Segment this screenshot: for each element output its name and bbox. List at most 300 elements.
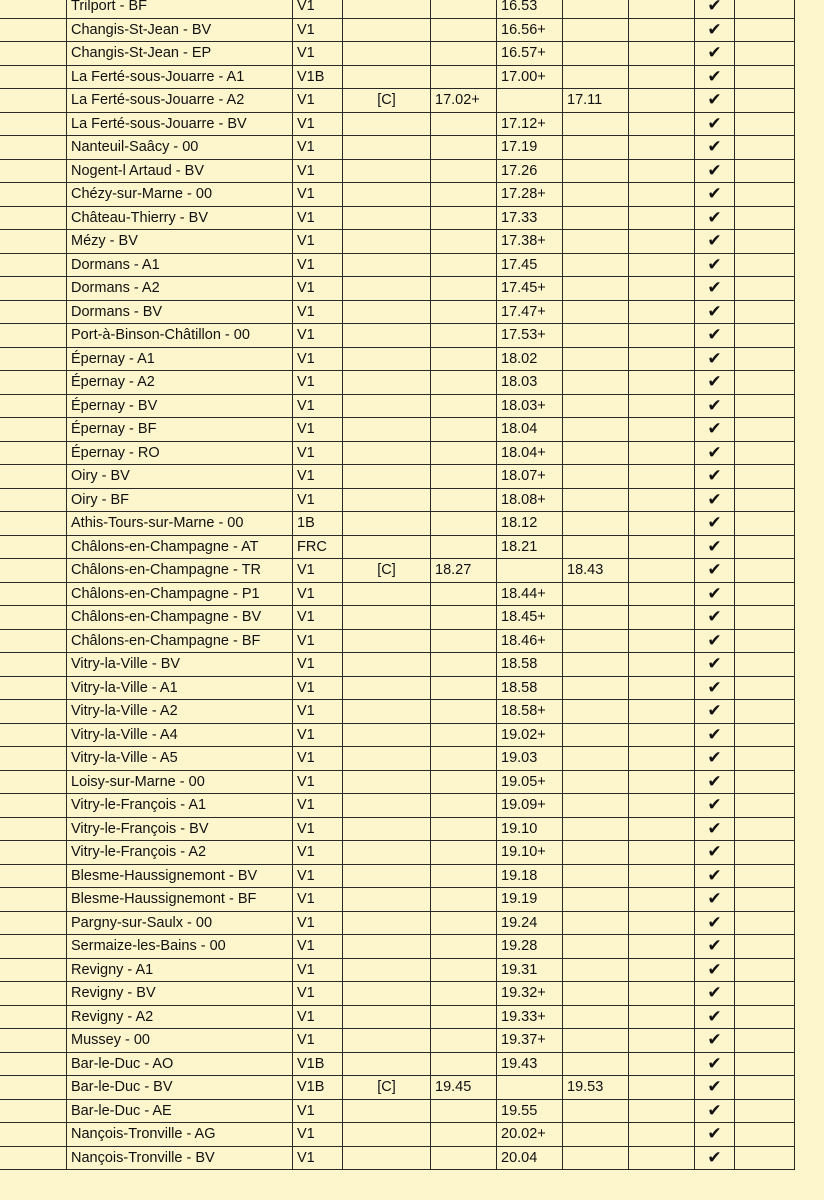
row-margin-cell xyxy=(0,441,67,465)
departure-cell: 18.12 xyxy=(497,512,563,536)
arrival-cell xyxy=(431,1123,497,1147)
checkmark-cell: ✔ xyxy=(695,324,735,348)
leave-cell xyxy=(563,512,629,536)
departure-cell: 16.57+ xyxy=(497,42,563,66)
note-cell xyxy=(343,1052,431,1076)
departure-cell: 19.28 xyxy=(497,935,563,959)
arrival-cell xyxy=(431,676,497,700)
checkmark-cell: ✔ xyxy=(695,418,735,442)
note-cell xyxy=(343,394,431,418)
code-cell: V1 xyxy=(293,935,343,959)
station-cell: Châlons-en-Champagne - P1 xyxy=(67,582,293,606)
station-cell: Châlons-en-Champagne - AT xyxy=(67,535,293,559)
station-cell: Revigny - A1 xyxy=(67,958,293,982)
station-cell: Dormans - BV xyxy=(67,300,293,324)
empty-cell xyxy=(629,488,695,512)
row-margin-cell xyxy=(0,559,67,583)
code-cell: V1 xyxy=(293,817,343,841)
leave-cell xyxy=(563,230,629,254)
checkmark-cell: ✔ xyxy=(695,89,735,113)
note-cell xyxy=(343,512,431,536)
departure-cell: 20.04 xyxy=(497,1146,563,1170)
table-row xyxy=(0,488,795,512)
checkmark-cell: ✔ xyxy=(695,888,735,912)
trailing-cell xyxy=(735,1052,795,1076)
departure-cell: 19.18 xyxy=(497,864,563,888)
checkmark-cell: ✔ xyxy=(695,747,735,771)
checkmark-cell: ✔ xyxy=(695,864,735,888)
row-margin-cell xyxy=(0,300,67,324)
code-cell: V1 xyxy=(293,324,343,348)
empty-cell xyxy=(629,441,695,465)
code-cell: V1 xyxy=(293,112,343,136)
row-margin-cell xyxy=(0,1146,67,1170)
empty-cell xyxy=(629,159,695,183)
code-cell: V1 xyxy=(293,1029,343,1053)
row-margin-cell xyxy=(0,488,67,512)
leave-cell xyxy=(563,982,629,1006)
leave-cell xyxy=(563,277,629,301)
leave-cell xyxy=(563,465,629,489)
departure-cell: 17.53+ xyxy=(497,324,563,348)
station-cell: Vitry-la-Ville - A2 xyxy=(67,700,293,724)
note-cell: [C] xyxy=(343,559,431,583)
table-row xyxy=(0,676,795,700)
table-row xyxy=(0,512,795,536)
leave-cell xyxy=(563,770,629,794)
checkmark-cell: ✔ xyxy=(695,935,735,959)
checkmark-cell: ✔ xyxy=(695,982,735,1006)
empty-cell xyxy=(629,982,695,1006)
note-cell xyxy=(343,582,431,606)
station-cell: Épernay - A2 xyxy=(67,371,293,395)
row-margin-cell xyxy=(0,1005,67,1029)
table-row xyxy=(0,982,795,1006)
note-cell xyxy=(343,676,431,700)
departure-cell: 16.53 xyxy=(497,0,563,18)
note-cell xyxy=(343,864,431,888)
checkmark-cell: ✔ xyxy=(695,723,735,747)
note-cell xyxy=(343,441,431,465)
trailing-cell xyxy=(735,958,795,982)
leave-cell xyxy=(563,65,629,89)
station-cell: Épernay - BF xyxy=(67,418,293,442)
trailing-cell xyxy=(735,817,795,841)
table-row xyxy=(0,465,795,489)
trailing-cell xyxy=(735,653,795,677)
trailing-cell xyxy=(735,911,795,935)
row-margin-cell xyxy=(0,394,67,418)
code-cell: V1 xyxy=(293,982,343,1006)
trailing-cell xyxy=(735,159,795,183)
table-row xyxy=(0,230,795,254)
departure-cell: 18.58 xyxy=(497,653,563,677)
arrival-cell xyxy=(431,582,497,606)
departure-cell: 17.28+ xyxy=(497,183,563,207)
code-cell: V1 xyxy=(293,747,343,771)
checkmark-cell: ✔ xyxy=(695,606,735,630)
trailing-cell xyxy=(735,324,795,348)
leave-cell xyxy=(563,347,629,371)
note-cell xyxy=(343,770,431,794)
leave-cell xyxy=(563,1146,629,1170)
departure-cell: 19.10 xyxy=(497,817,563,841)
table-row xyxy=(0,18,795,42)
arrival-cell xyxy=(431,911,497,935)
code-cell: V1 xyxy=(293,864,343,888)
departure-cell: 19.55 xyxy=(497,1099,563,1123)
station-cell: Châlons-en-Champagne - BV xyxy=(67,606,293,630)
row-margin-cell xyxy=(0,159,67,183)
station-cell: Dormans - A1 xyxy=(67,253,293,277)
arrival-cell xyxy=(431,159,497,183)
code-cell: V1 xyxy=(293,1146,343,1170)
note-cell xyxy=(343,136,431,160)
table-row xyxy=(0,606,795,630)
empty-cell xyxy=(629,888,695,912)
leave-cell xyxy=(563,206,629,230)
arrival-cell xyxy=(431,300,497,324)
note-cell xyxy=(343,206,431,230)
leave-cell xyxy=(563,723,629,747)
note-cell xyxy=(343,1146,431,1170)
code-cell: V1 xyxy=(293,794,343,818)
note-cell xyxy=(343,841,431,865)
trailing-cell xyxy=(735,1099,795,1123)
code-cell: V1 xyxy=(293,277,343,301)
leave-cell xyxy=(563,606,629,630)
departure-cell: 19.24 xyxy=(497,911,563,935)
departure-cell xyxy=(497,559,563,583)
code-cell: V1 xyxy=(293,911,343,935)
arrival-cell xyxy=(431,770,497,794)
trailing-cell xyxy=(735,888,795,912)
arrival-cell xyxy=(431,183,497,207)
code-cell: V1 xyxy=(293,841,343,865)
leave-cell: 19.53 xyxy=(563,1076,629,1100)
code-cell: V1B xyxy=(293,65,343,89)
row-margin-cell xyxy=(0,911,67,935)
code-cell: V1 xyxy=(293,1123,343,1147)
checkmark-cell: ✔ xyxy=(695,582,735,606)
row-margin-cell xyxy=(0,418,67,442)
row-margin-cell xyxy=(0,700,67,724)
arrival-cell xyxy=(431,1099,497,1123)
checkmark-cell: ✔ xyxy=(695,770,735,794)
note-cell: [C] xyxy=(343,89,431,113)
note-cell xyxy=(343,112,431,136)
empty-cell xyxy=(629,935,695,959)
station-cell: Vitry-le-François - A2 xyxy=(67,841,293,865)
departure-cell: 18.07+ xyxy=(497,465,563,489)
leave-cell: 17.11 xyxy=(563,89,629,113)
leave-cell xyxy=(563,112,629,136)
empty-cell xyxy=(629,911,695,935)
table-row xyxy=(0,817,795,841)
table-row xyxy=(0,42,795,66)
leave-cell xyxy=(563,888,629,912)
arrival-cell xyxy=(431,841,497,865)
code-cell: V1B xyxy=(293,1052,343,1076)
table-row xyxy=(0,441,795,465)
note-cell xyxy=(343,535,431,559)
station-cell: Revigny - A2 xyxy=(67,1005,293,1029)
table-row xyxy=(0,89,795,113)
table-row xyxy=(0,911,795,935)
row-margin-cell xyxy=(0,864,67,888)
departure-cell: 18.58+ xyxy=(497,700,563,724)
row-margin-cell xyxy=(0,935,67,959)
table-row xyxy=(0,324,795,348)
row-margin-cell xyxy=(0,676,67,700)
station-cell: Oiry - BV xyxy=(67,465,293,489)
leave-cell xyxy=(563,794,629,818)
row-margin-cell xyxy=(0,136,67,160)
departure-cell: 19.10+ xyxy=(497,841,563,865)
checkmark-cell: ✔ xyxy=(695,488,735,512)
station-cell: Bar-le-Duc - AE xyxy=(67,1099,293,1123)
note-cell xyxy=(343,700,431,724)
station-cell: Nanteuil-Saâcy - 00 xyxy=(67,136,293,160)
checkmark-cell: ✔ xyxy=(695,1029,735,1053)
empty-cell xyxy=(629,700,695,724)
row-margin-cell xyxy=(0,1052,67,1076)
checkmark-cell: ✔ xyxy=(695,629,735,653)
departure-cell: 18.03 xyxy=(497,371,563,395)
row-margin-cell xyxy=(0,841,67,865)
arrival-cell xyxy=(431,65,497,89)
station-cell: Vitry-la-Ville - A1 xyxy=(67,676,293,700)
departure-cell: 20.02+ xyxy=(497,1123,563,1147)
checkmark-cell: ✔ xyxy=(695,1052,735,1076)
table-row xyxy=(0,300,795,324)
note-cell xyxy=(343,0,431,18)
table-row xyxy=(0,582,795,606)
checkmark-cell: ✔ xyxy=(695,394,735,418)
empty-cell xyxy=(629,582,695,606)
row-margin-cell xyxy=(0,582,67,606)
row-margin-cell xyxy=(0,512,67,536)
note-cell xyxy=(343,606,431,630)
departure-cell: 18.08+ xyxy=(497,488,563,512)
code-cell: V1 xyxy=(293,300,343,324)
note-cell xyxy=(343,253,431,277)
departure-cell xyxy=(497,89,563,113)
arrival-cell xyxy=(431,0,497,18)
arrival-cell xyxy=(431,394,497,418)
departure-cell: 17.45+ xyxy=(497,277,563,301)
row-margin-cell xyxy=(0,1123,67,1147)
trailing-cell xyxy=(735,441,795,465)
station-cell: Pargny-sur-Saulx - 00 xyxy=(67,911,293,935)
departure-cell xyxy=(497,1076,563,1100)
station-cell: Épernay - A1 xyxy=(67,347,293,371)
table-row xyxy=(0,535,795,559)
code-cell: V1 xyxy=(293,700,343,724)
station-cell: Nançois-Tronville - AG xyxy=(67,1123,293,1147)
departure-cell: 19.02+ xyxy=(497,723,563,747)
trailing-cell xyxy=(735,935,795,959)
trailing-cell xyxy=(735,512,795,536)
code-cell: V1 xyxy=(293,18,343,42)
empty-cell xyxy=(629,1146,695,1170)
station-cell: Épernay - BV xyxy=(67,394,293,418)
row-margin-cell xyxy=(0,347,67,371)
departure-cell: 18.02 xyxy=(497,347,563,371)
checkmark-cell: ✔ xyxy=(695,817,735,841)
departure-cell: 18.04 xyxy=(497,418,563,442)
station-cell: Nançois-Tronville - BV xyxy=(67,1146,293,1170)
trailing-cell xyxy=(735,18,795,42)
trailing-cell xyxy=(735,394,795,418)
table-row xyxy=(0,112,795,136)
arrival-cell xyxy=(431,1005,497,1029)
table-row xyxy=(0,770,795,794)
code-cell: V1 xyxy=(293,0,343,18)
table-row xyxy=(0,159,795,183)
leave-cell xyxy=(563,300,629,324)
code-cell: V1 xyxy=(293,441,343,465)
leave-cell xyxy=(563,700,629,724)
checkmark-cell: ✔ xyxy=(695,958,735,982)
code-cell: V1 xyxy=(293,559,343,583)
checkmark-cell: ✔ xyxy=(695,159,735,183)
trailing-cell xyxy=(735,347,795,371)
arrival-cell xyxy=(431,982,497,1006)
empty-cell xyxy=(629,841,695,865)
empty-cell xyxy=(629,230,695,254)
leave-cell xyxy=(563,535,629,559)
arrival-cell xyxy=(431,136,497,160)
note-cell xyxy=(343,324,431,348)
code-cell: V1 xyxy=(293,606,343,630)
note-cell xyxy=(343,347,431,371)
leave-cell xyxy=(563,817,629,841)
station-cell: Vitry-la-Ville - A4 xyxy=(67,723,293,747)
empty-cell xyxy=(629,112,695,136)
checkmark-cell: ✔ xyxy=(695,230,735,254)
note-cell xyxy=(343,935,431,959)
station-cell: Châlons-en-Champagne - BF xyxy=(67,629,293,653)
empty-cell xyxy=(629,958,695,982)
station-cell: La Ferté-sous-Jouarre - BV xyxy=(67,112,293,136)
checkmark-cell: ✔ xyxy=(695,371,735,395)
code-cell: V1B xyxy=(293,1076,343,1100)
arrival-cell xyxy=(431,347,497,371)
row-margin-cell xyxy=(0,747,67,771)
leave-cell xyxy=(563,935,629,959)
leave-cell xyxy=(563,0,629,18)
checkmark-cell: ✔ xyxy=(695,841,735,865)
note-cell xyxy=(343,65,431,89)
note-cell xyxy=(343,653,431,677)
table-row xyxy=(0,1123,795,1147)
leave-cell xyxy=(563,441,629,465)
trailing-cell xyxy=(735,770,795,794)
trailing-cell xyxy=(735,371,795,395)
empty-cell xyxy=(629,18,695,42)
leave-cell xyxy=(563,18,629,42)
checkmark-cell: ✔ xyxy=(695,0,735,18)
leave-cell xyxy=(563,159,629,183)
code-cell: V1 xyxy=(293,582,343,606)
leave-cell xyxy=(563,864,629,888)
table-row xyxy=(0,935,795,959)
trailing-cell xyxy=(735,183,795,207)
leave-cell xyxy=(563,1029,629,1053)
table-row xyxy=(0,841,795,865)
note-cell xyxy=(343,1005,431,1029)
row-margin-cell xyxy=(0,183,67,207)
table-row xyxy=(0,1146,795,1170)
row-margin-cell xyxy=(0,723,67,747)
station-cell: Vitry-la-Ville - A5 xyxy=(67,747,293,771)
departure-cell: 19.32+ xyxy=(497,982,563,1006)
note-cell xyxy=(343,958,431,982)
departure-cell: 17.26 xyxy=(497,159,563,183)
checkmark-cell: ✔ xyxy=(695,1123,735,1147)
empty-cell xyxy=(629,606,695,630)
note-cell xyxy=(343,1099,431,1123)
trailing-cell xyxy=(735,676,795,700)
checkmark-cell: ✔ xyxy=(695,253,735,277)
checkmark-cell: ✔ xyxy=(695,441,735,465)
trailing-cell xyxy=(735,0,795,18)
station-cell: Blesme-Haussignemont - BV xyxy=(67,864,293,888)
row-margin-cell xyxy=(0,89,67,113)
departure-cell: 19.33+ xyxy=(497,1005,563,1029)
departure-cell: 17.19 xyxy=(497,136,563,160)
trailing-cell xyxy=(735,253,795,277)
leave-cell xyxy=(563,1005,629,1029)
departure-cell: 18.21 xyxy=(497,535,563,559)
row-margin-cell xyxy=(0,606,67,630)
station-cell: Vitry-la-Ville - BV xyxy=(67,653,293,677)
table-row xyxy=(0,559,795,583)
empty-cell xyxy=(629,1029,695,1053)
note-cell xyxy=(343,300,431,324)
station-cell: Chézy-sur-Marne - 00 xyxy=(67,183,293,207)
empty-cell xyxy=(629,0,695,18)
empty-cell xyxy=(629,1099,695,1123)
leave-cell xyxy=(563,841,629,865)
code-cell: V1 xyxy=(293,253,343,277)
code-cell: V1 xyxy=(293,371,343,395)
checkmark-cell: ✔ xyxy=(695,206,735,230)
trailing-cell xyxy=(735,747,795,771)
arrival-cell xyxy=(431,512,497,536)
arrival-cell xyxy=(431,817,497,841)
empty-cell xyxy=(629,653,695,677)
code-cell: V1 xyxy=(293,653,343,677)
empty-cell xyxy=(629,1123,695,1147)
code-cell: V1 xyxy=(293,89,343,113)
arrival-cell xyxy=(431,629,497,653)
station-cell: Trilport - BF xyxy=(67,0,293,18)
leave-cell xyxy=(563,394,629,418)
checkmark-cell: ✔ xyxy=(695,465,735,489)
departure-cell: 18.45+ xyxy=(497,606,563,630)
leave-cell xyxy=(563,747,629,771)
note-cell xyxy=(343,723,431,747)
station-cell: Château-Thierry - BV xyxy=(67,206,293,230)
trailing-cell xyxy=(735,1076,795,1100)
note-cell xyxy=(343,629,431,653)
station-cell: Bar-le-Duc - AO xyxy=(67,1052,293,1076)
empty-cell xyxy=(629,206,695,230)
station-cell: Changis-St-Jean - BV xyxy=(67,18,293,42)
row-margin-cell xyxy=(0,0,67,18)
